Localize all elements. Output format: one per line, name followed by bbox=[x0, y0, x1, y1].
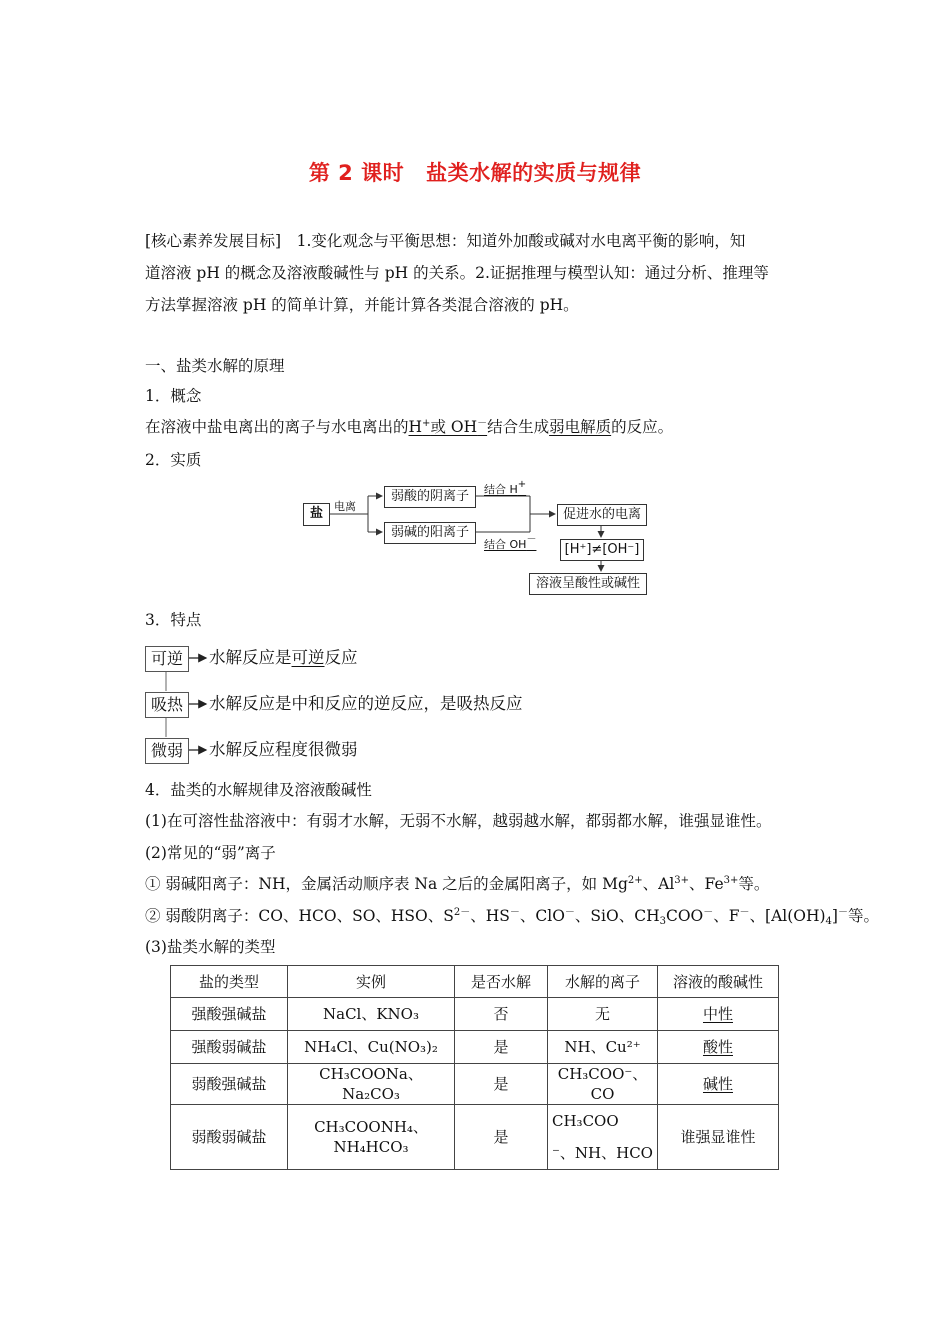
h-neq-oh-box: [H⁺]≠[OH⁻] bbox=[560, 539, 644, 561]
features-heading: 3．特点 bbox=[145, 611, 202, 629]
table-cell: 酸性 bbox=[658, 1031, 779, 1064]
table-cell: CH₃COONH₄、NH₄HCO₃ bbox=[288, 1105, 455, 1170]
concept-text: 在溶液中盐电离出的离子与水电离出的H+或 OH－结合生成弱电解质的反应。 bbox=[145, 418, 674, 436]
rule-2: (2)常见的“弱”离子 bbox=[145, 844, 276, 862]
rule-1: (1)在可溶性盐溶液中：有弱才水解，无弱不水解，越弱越水解，都弱都水解，谁强显谁性。 bbox=[145, 812, 772, 830]
essence-heading: 2．实质 bbox=[145, 451, 202, 469]
weak-acid-anion-box: 弱酸的阴离子 bbox=[384, 486, 476, 508]
salt-hydrolysis-types-table bbox=[170, 965, 779, 1170]
table-cell: 碱性 bbox=[658, 1064, 779, 1105]
table-cell: CH₃COONa、Na₂CO₃ bbox=[288, 1064, 455, 1105]
table-cell: NH、Cu²⁺ bbox=[548, 1031, 658, 1064]
table-cell: 中性 bbox=[658, 998, 779, 1031]
table-row bbox=[171, 998, 779, 1031]
goals-line-1: [核心素养发展目标] 1.变化观念与平衡思想：知道外加酸或碱对水电离平衡的影响，知 bbox=[145, 232, 746, 250]
ionize-label: 电离 bbox=[334, 500, 356, 513]
table-header-row bbox=[171, 966, 779, 998]
table-row bbox=[171, 1031, 779, 1064]
table-cell: 强酸弱碱盐 bbox=[171, 1031, 288, 1064]
table-cell: 谁强显谁性 bbox=[658, 1105, 779, 1170]
table-cell: CH₃COO ⁻、NH、HCO bbox=[548, 1105, 658, 1170]
table-header: 是否水解 bbox=[455, 966, 548, 998]
table-header: 盐的类型 bbox=[171, 966, 288, 998]
feature-text-weak: 水解反应程度很微弱 bbox=[209, 740, 358, 759]
acidic-or-basic-box: 溶液呈酸性或碱性 bbox=[529, 573, 647, 595]
table-cell: 否 bbox=[455, 998, 548, 1031]
table-cell: 弱酸弱碱盐 bbox=[171, 1105, 288, 1170]
feature-tag-weak: 微弱 bbox=[145, 738, 189, 764]
bind-h-label: 结合 H+ bbox=[484, 479, 527, 496]
table-header: 溶液的酸碱性 bbox=[658, 966, 779, 998]
title-topic: 盐类水解的实质与规律 bbox=[426, 161, 642, 185]
goals-line-3: 方法掌握溶液 pH 的简单计算，并能计算各类混合溶液的 pH。 bbox=[145, 296, 579, 314]
rule-3: (3)盐类水解的类型 bbox=[145, 938, 276, 956]
table-cell: 是 bbox=[455, 1031, 548, 1064]
concept-blank-1: H+或 OH－ bbox=[408, 418, 488, 436]
rule-2-anions: ② 弱酸阴离子：CO、HCO、SO、HSO、$S^{2-}$、HS－、ClO－、SiO、$CH_3COO^-$、F－、$[Al(OH)_4]^-$等。 bbox=[145, 907, 879, 927]
feature-tag-endothermic: 吸热 bbox=[145, 692, 189, 718]
weak-base-cation-box: 弱碱的阳离子 bbox=[384, 522, 476, 544]
table-cell: CH₃COO⁻、CO bbox=[548, 1064, 658, 1105]
section-heading: 一、盐类水解的原理 bbox=[145, 357, 285, 375]
table-header: 水解的离子 bbox=[548, 966, 658, 998]
table-cell: 弱酸强碱盐 bbox=[171, 1064, 288, 1105]
salt-box: 盐 bbox=[303, 503, 330, 526]
table-header: 实例 bbox=[288, 966, 455, 998]
rules-heading: 4．盐类的水解规律及溶液酸碱性 bbox=[145, 781, 372, 799]
table-row bbox=[171, 1105, 779, 1170]
table-row bbox=[171, 1064, 779, 1105]
table-cell: NH₄Cl、Cu(NO₃)₂ bbox=[288, 1031, 455, 1064]
concept-heading: 1．概念 bbox=[145, 387, 202, 405]
feature-text-endothermic: 水解反应是中和反应的逆反应，是吸热反应 bbox=[209, 694, 523, 713]
concept-blank-2: 弱电解质 bbox=[549, 418, 612, 436]
table-cell: 是 bbox=[455, 1064, 548, 1105]
rule-2-cations: ① 弱碱阳离子：NH，金属活动顺序表 Na 之后的金属阳离子，如 $Mg^{2+}$、$Al^{3+}$、$Fe^{3+}$等。 bbox=[145, 875, 770, 893]
feature-text-reversible: 水解反应是可逆反应 bbox=[209, 648, 358, 667]
table-cell: 是 bbox=[455, 1105, 548, 1170]
table-cell: 强酸强碱盐 bbox=[171, 998, 288, 1031]
title-lesson-number: 第 2 课时 bbox=[308, 161, 405, 185]
table-cell: NaCl、KNO₃ bbox=[288, 998, 455, 1031]
table-cell: 无 bbox=[548, 998, 658, 1031]
bind-oh-label: 结合 OH－ bbox=[484, 534, 537, 551]
promote-ionization-box: 促进水的电离 bbox=[557, 504, 647, 526]
feature-tag-reversible: 可逆 bbox=[145, 646, 189, 672]
goals-line-2: 道溶液 pH 的概念及溶液酸碱性与 pH 的关系。2.证据推理与模型认知：通过分析、推理等 bbox=[145, 264, 769, 282]
